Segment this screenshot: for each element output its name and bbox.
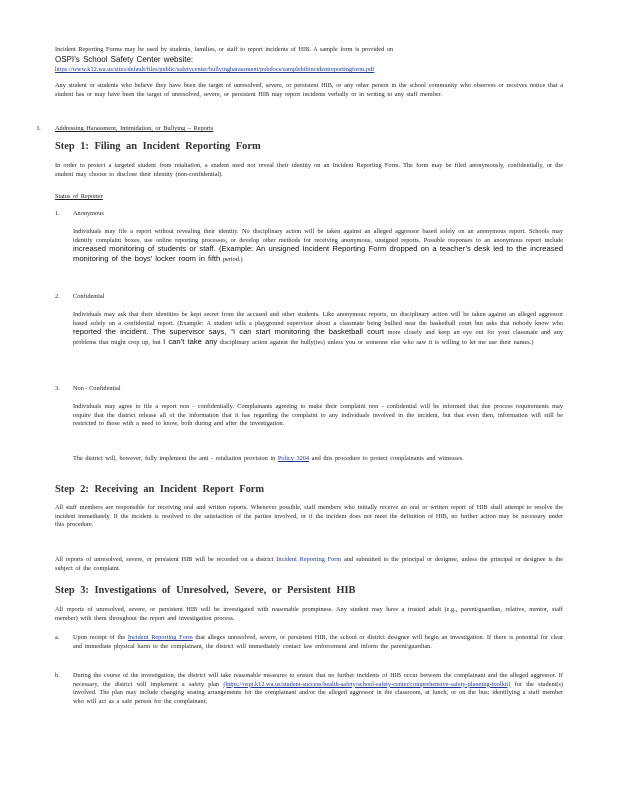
item3-title: Non - Confidential (73, 385, 121, 392)
step3-item-b-marker: b. (55, 672, 60, 679)
intro-paragraph: Any student or students who believe they have been the target of unresolved, severe, or persistent HIB, or any other person in the school community who observes or receives notice that a student has or may have been the target of unresolved, severe, or persistent HIB may report incidents verbally or in writing to any staff member. (55, 82, 563, 98)
section-number: I. (37, 125, 41, 132)
incident-reporting-form-link[interactable]: Incident Reporting Form (127, 634, 193, 641)
item2-text: Individuals may ask that their identities be kept secret from the accused and other students. Like anonymous reports, no disciplinary action will be taken against an alleged aggressor based solely on a confidential report. (Example: A student tells a playground supervisor about a classmate being bullied near the basketball court but asks that nobody know who reported the incident. The supervisor says, “I can start monitoring the basketball court more closely and keep an eye out for your classmate and any problems that might crop up, but I can’t take any disciplinary action against the bully(ies) unless you or someone else who saw it is willing to let me use their names.) (73, 311, 564, 346)
intro-heading: OSPI’s School Safety Center website: (55, 55, 194, 64)
item2-number: 2. (55, 293, 60, 300)
step3-paragraph: All reports of unresolved, severe, or persistent HIB will be investigated with reasonable promptness. Any student may have a trusted adult (e.g., parent/guardian, relative, mentor, staff member) with them throughout the report and investigation process. (55, 606, 563, 622)
intro-url[interactable]: https://www.k12.wa.us/sites/default/files/public/safetycenter/bullyingharassment/pubdocs/samplehibincidentreportingform.pdf (55, 66, 375, 73)
section-title: Addressing Harassment, Intimidation, or Bullying – Reports (55, 125, 214, 132)
step3-item-a-marker: a. (55, 634, 60, 641)
step2-heading: Step 2: Receiving an Incident Report Form (55, 484, 265, 495)
step2-paragraph1: All staff members are responsible for receiving oral and written reports. Whenever possible, staff members who initially receive an oral or written report of HIB shall attempt to resolve the incident immediately. If the incident is resolved to the satisfaction of the parties involved, or if the incident does not meet the definition of HIB, no further action may be necessary under this procedure. (55, 504, 563, 529)
safety-plan-link[interactable]: (https://ospi.k12.wa.us/student-success/health-safety/school-safety-center/comprehensive-safety-planning-toolkit) (223, 680, 511, 688)
status-label: Status of Reporter (55, 193, 103, 200)
item3-text: Individuals may agree to file a report non - confidentially. Complainants agreeing to make their complaint non - confidential will be informed that due process requirements may require that the district release all of the information that it has regarding the complaint to any individuals involved in the incident, but that even then, information will still be restricted to those with a need to know, both during and after the investigation. (73, 403, 563, 428)
intro-line: Incident Reporting Forms may be used by students, families, or staff to report incidents of HIB. A sample form is provided on (55, 46, 394, 53)
step3-item-b: During the course of the investigation, the district will take reasonable measures to ensure that no further incidents of HIB occur between the complainant and the alleged aggressor. If necessary, the district will implement a safety plan (https://ospi.k12.wa.us/student-success/health-safety/school-safety-center/comprehensive-safety-planning-toolkit) for the student(s) involved. The plan may include changing seating arrangements for the complainant and/or the alleged aggressor in the classroom, at lunch, or on the bus; identifying a staff member who will act as a safe person for the complainant; (73, 672, 564, 705)
item1-title: Anonymous (73, 210, 104, 217)
item2-title: Confidential (73, 293, 105, 300)
policy-link[interactable]: Policy 3204 (277, 455, 310, 462)
incident-form-link[interactable]: Incident Reporting Form (276, 556, 342, 563)
item1-number: 1. (55, 210, 60, 217)
item1-text: Individuals may file a report without revealing their identity. No disciplinary action will be taken against an alleged aggressor based solely on an anonymous report. Schools may identify complaint boxes, use online reporting processes, or develop other methods for receiving anonymous, unsigned reports. Possible responses to an anonymous report include increased monitoring of students or staff. (Example: An unsigned Incident Reporting Form dropped on a teacher’s desk led to the increased monitoring of the boys’ locker room in fifth period.) (73, 228, 563, 263)
item3-text2: The district will, however, fully implement the anti - retaliation provision in Policy 3204 and this procedure to protect complainants and witnesses. (73, 455, 464, 462)
step2-paragraph2: All reports of unresolved, severe, or persistent HIB will be recorded on a district Incident Reporting Form and submitted to the principal or designee, unless the principal or designee is the subject of the complaint. (55, 556, 564, 572)
step1-heading: Step 1: Filing an Incident Reporting Form (55, 141, 261, 152)
step3-heading: Step 3: Investigations of Unresolved, Severe, or Persistent HIB (55, 585, 356, 596)
item3-number: 3. (55, 385, 60, 392)
step3-item-a: Upon receipt of the Incident Reporting Form that alleges unresolved, severe, or persistent HIB, the school or district designee will begin an investigation. If there is potential for clear and immediate physical harm to the complainant, the district will immediately contact law enforcement and inform the parent/guardian. (73, 634, 563, 650)
step1-paragraph: In order to protect a targeted student from retaliation, a student need not reveal their identity on an Incident Reporting Form. The form may be filed anonymously, confidentially, or the student may choose to disclose their identity (non-confidential). (55, 162, 563, 178)
